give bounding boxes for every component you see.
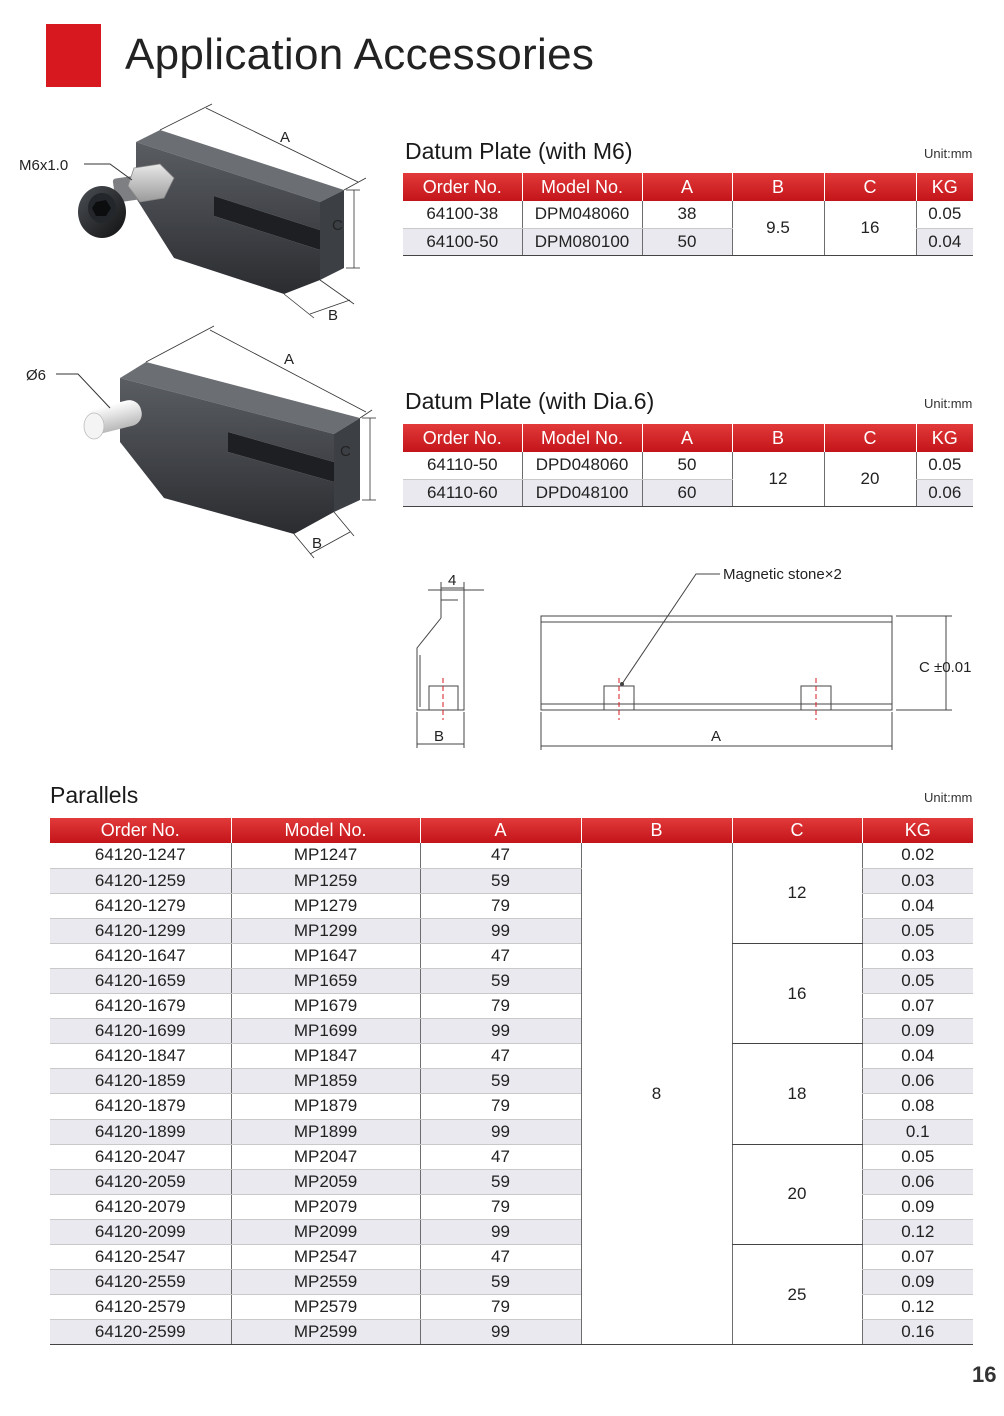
cell-a: 99 xyxy=(420,1320,581,1345)
cell-a: 59 xyxy=(420,1169,581,1194)
table-row xyxy=(50,943,973,968)
cell-c: 18 xyxy=(732,1044,862,1144)
cell-order: 64120-1247 xyxy=(50,843,231,868)
cell-model: MP1699 xyxy=(231,1019,420,1044)
col-model: Model No. xyxy=(231,818,420,843)
cell-order: 64120-1299 xyxy=(50,918,231,943)
cell-order: 64100-38 xyxy=(403,201,522,228)
cell-model: MP2047 xyxy=(231,1144,420,1169)
datum-m6-table xyxy=(403,173,973,256)
col-b: B xyxy=(581,818,732,843)
title-accent-block xyxy=(46,24,101,87)
col-c: C xyxy=(824,173,916,201)
cell-model: DPM048060 xyxy=(522,201,642,228)
cell-model: DPD048100 xyxy=(522,479,642,506)
cell-b: 8 xyxy=(581,843,732,1345)
cell-a: 38 xyxy=(642,201,732,228)
table-row xyxy=(50,1044,973,1069)
cell-model: MP1647 xyxy=(231,943,420,968)
cell-order: 64120-2559 xyxy=(50,1270,231,1295)
dim-a-label: A xyxy=(711,728,722,745)
cell-kg: 0.06 xyxy=(862,1169,973,1194)
col-c: C xyxy=(824,424,916,452)
cell-a: 47 xyxy=(420,1044,581,1069)
dim-a-label: A xyxy=(284,351,295,368)
cell-kg: 0.03 xyxy=(862,943,973,968)
cell-model: MP1899 xyxy=(231,1119,420,1144)
parallels-technical-drawing xyxy=(400,560,1000,755)
cell-kg: 0.07 xyxy=(862,1245,973,1270)
cell-a: 59 xyxy=(420,968,581,993)
cell-order: 64120-1879 xyxy=(50,1094,231,1119)
datum-plate-dia6-illustration xyxy=(14,322,384,567)
cell-model: MP1859 xyxy=(231,1069,420,1094)
cell-kg: 0.06 xyxy=(916,479,973,506)
table-row xyxy=(403,201,973,228)
table-header-row xyxy=(403,424,973,452)
cell-model: MP2579 xyxy=(231,1295,420,1320)
cell-a: 59 xyxy=(420,868,581,893)
cell-model: MP1259 xyxy=(231,868,420,893)
table-row xyxy=(50,1144,973,1169)
cell-kg: 0.05 xyxy=(916,201,973,228)
cell-kg: 0.09 xyxy=(862,1194,973,1219)
cell-model: MP2599 xyxy=(231,1320,420,1345)
cell-model: MP2099 xyxy=(231,1219,420,1244)
col-model: Model No. xyxy=(522,173,642,201)
cell-model: DPD048060 xyxy=(522,452,642,479)
cell-a: 99 xyxy=(420,1019,581,1044)
datum-plate-m6-illustration xyxy=(14,98,384,333)
cell-order: 64120-1699 xyxy=(50,1019,231,1044)
col-a: A xyxy=(420,818,581,843)
dim-b-label: B xyxy=(312,535,323,552)
cell-model: MP2559 xyxy=(231,1270,420,1295)
cell-order: 64120-2547 xyxy=(50,1245,231,1270)
cell-order: 64110-60 xyxy=(403,479,522,506)
dim-b-label: B xyxy=(434,728,445,745)
cell-a: 47 xyxy=(420,1245,581,1270)
cell-kg: 0.05 xyxy=(916,452,973,479)
col-a: A xyxy=(642,424,732,452)
table-row xyxy=(50,1245,973,1270)
label-dia6: Ø6 xyxy=(26,367,47,384)
cell-kg: 0.08 xyxy=(862,1094,973,1119)
cell-a: 47 xyxy=(420,1144,581,1169)
cell-order: 64120-1279 xyxy=(50,893,231,918)
cell-order: 64120-1847 xyxy=(50,1044,231,1069)
cell-kg: 0.02 xyxy=(862,843,973,868)
cell-c: 20 xyxy=(732,1144,862,1244)
cell-model: MP1659 xyxy=(231,968,420,993)
cell-c: 12 xyxy=(732,843,862,943)
table-header-row xyxy=(403,173,973,201)
cell-a: 79 xyxy=(420,893,581,918)
cell-a: 79 xyxy=(420,994,581,1019)
col-b: B xyxy=(732,173,824,201)
cell-order: 64120-2579 xyxy=(50,1295,231,1320)
cell-a: 79 xyxy=(420,1094,581,1119)
cell-c: 16 xyxy=(732,943,862,1043)
cell-a: 60 xyxy=(642,479,732,506)
datum-dia6-table xyxy=(403,424,973,507)
cell-order: 64120-1647 xyxy=(50,943,231,968)
section-title-parallels: Parallels xyxy=(50,782,139,808)
cell-c: 20 xyxy=(824,452,916,506)
cell-kg: 0.12 xyxy=(862,1295,973,1320)
col-kg: KG xyxy=(916,424,973,452)
cell-order: 64120-1259 xyxy=(50,868,231,893)
cell-kg: 0.1 xyxy=(862,1119,973,1144)
cell-a: 79 xyxy=(420,1295,581,1320)
col-kg: KG xyxy=(862,818,973,843)
cell-kg: 0.05 xyxy=(862,918,973,943)
cell-kg: 0.12 xyxy=(862,1219,973,1244)
cell-a: 99 xyxy=(420,1119,581,1144)
cell-order: 64120-2599 xyxy=(50,1320,231,1345)
cell-a: 50 xyxy=(642,228,732,255)
cell-a: 50 xyxy=(642,452,732,479)
cell-kg: 0.03 xyxy=(862,868,973,893)
page-number: 16 xyxy=(972,1362,997,1387)
cell-a: 47 xyxy=(420,843,581,868)
col-model: Model No. xyxy=(522,424,642,452)
cell-order: 64120-2099 xyxy=(50,1219,231,1244)
cell-model: MP1247 xyxy=(231,843,420,868)
page-title: Application Accessories xyxy=(125,30,595,79)
dim-c-label: C xyxy=(340,443,351,460)
cell-model: MP2059 xyxy=(231,1169,420,1194)
col-order: Order No. xyxy=(403,424,522,452)
dim-c-tolerance-label: C ±0.01 xyxy=(919,659,972,676)
dim-c-label: C xyxy=(332,217,343,234)
table-row xyxy=(403,452,973,479)
dim-b-label: B xyxy=(328,307,339,324)
cell-kg: 0.05 xyxy=(862,968,973,993)
cell-order: 64120-2079 xyxy=(50,1194,231,1219)
cell-kg: 0.09 xyxy=(862,1270,973,1295)
magnetic-stone-label: Magnetic stone×2 xyxy=(723,566,842,583)
dim-4-label: 4 xyxy=(448,572,457,589)
cell-kg: 0.06 xyxy=(862,1069,973,1094)
table-header-row xyxy=(50,818,973,843)
cell-kg: 0.04 xyxy=(916,228,973,255)
cell-order: 64110-50 xyxy=(403,452,522,479)
cell-a: 99 xyxy=(420,918,581,943)
cell-a: 79 xyxy=(420,1194,581,1219)
section-title-datum-m6: Datum Plate (with M6) xyxy=(405,138,633,164)
cell-order: 64100-50 xyxy=(403,228,522,255)
cell-model: MP1847 xyxy=(231,1044,420,1069)
cell-model: MP1299 xyxy=(231,918,420,943)
cell-model: MP2079 xyxy=(231,1194,420,1219)
col-a: A xyxy=(642,173,732,201)
cell-kg: 0.09 xyxy=(862,1019,973,1044)
cell-order: 64120-1679 xyxy=(50,994,231,1019)
cell-order: 64120-2059 xyxy=(50,1169,231,1194)
col-c: C xyxy=(732,818,862,843)
col-order: Order No. xyxy=(403,173,522,201)
cell-c: 16 xyxy=(824,201,916,255)
cell-kg: 0.16 xyxy=(862,1320,973,1345)
cell-model: MP1679 xyxy=(231,994,420,1019)
cell-order: 64120-1659 xyxy=(50,968,231,993)
cell-kg: 0.04 xyxy=(862,1044,973,1069)
cell-model: MP1279 xyxy=(231,893,420,918)
cell-kg: 0.04 xyxy=(862,893,973,918)
cell-c: 25 xyxy=(732,1245,862,1345)
cell-order: 64120-1859 xyxy=(50,1069,231,1094)
section-title-datum-dia6: Datum Plate (with Dia.6) xyxy=(405,388,655,414)
cell-b: 12 xyxy=(732,452,824,506)
dim-a-label: A xyxy=(280,129,291,146)
unit-label: Unit:mm xyxy=(924,396,973,411)
cell-kg: 0.05 xyxy=(862,1144,973,1169)
cell-model: DPM080100 xyxy=(522,228,642,255)
cell-a: 47 xyxy=(420,943,581,968)
unit-label: Unit:mm xyxy=(924,790,973,805)
cell-kg: 0.07 xyxy=(862,994,973,1019)
table-row xyxy=(50,843,973,868)
col-b: B xyxy=(732,424,824,452)
cell-a: 59 xyxy=(420,1069,581,1094)
cell-b: 9.5 xyxy=(732,201,824,255)
col-kg: KG xyxy=(916,173,973,201)
cell-model: MP1879 xyxy=(231,1094,420,1119)
label-m6: M6x1.0 xyxy=(19,157,69,174)
cell-a: 99 xyxy=(420,1219,581,1244)
unit-label: Unit:mm xyxy=(924,146,973,161)
cell-a: 59 xyxy=(420,1270,581,1295)
col-order: Order No. xyxy=(50,818,231,843)
cell-model: MP2547 xyxy=(231,1245,420,1270)
parallels-table xyxy=(50,818,973,1345)
cell-order: 64120-1899 xyxy=(50,1119,231,1144)
cell-order: 64120-2047 xyxy=(50,1144,231,1169)
